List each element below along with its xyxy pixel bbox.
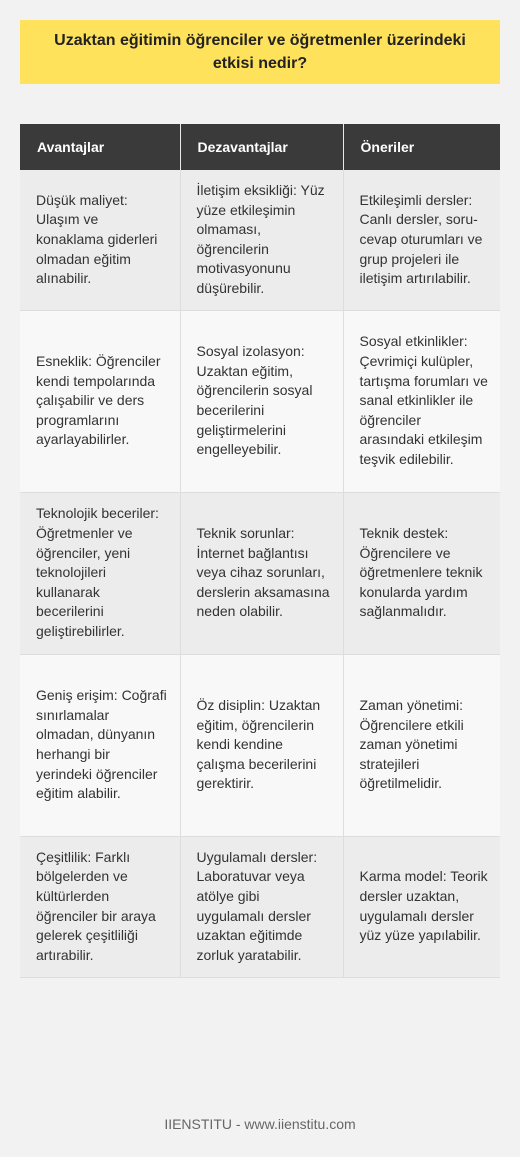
table-row [20,170,500,310]
advantage-cell: Çeşitlilik: Farklı bölgelerden ve kültürlerden öğrenciler bir araya gelerek çeşitliliği artırabilir. [20,836,180,977]
disadvantage-cell: Sosyal izolasyon: Uzaktan eğitim, öğrencilerin sosyal becerilerini geliştirmelerini engelleyebilir. [180,310,343,492]
disadvantage-cell: İletişim eksikliği: Yüz yüze etkileşimin olmaması, öğrencilerin motivasyonunu düşürebilir. [180,170,343,310]
comparison-table [20,124,500,978]
advantage-cell: Teknolojik beceriler: Öğretmenler ve öğrenciler, yeni teknolojileri kullanarak becerilerini geliştirebilirler. [20,492,180,654]
suggestion-cell: Teknik destek: Öğrencilere ve öğretmenlere teknik konularda yardım sağlanmalıdır. [343,492,500,654]
table-row [20,654,500,836]
table-row [20,836,500,977]
page-title: Uzaktan eğitimin öğrenciler ve öğretmenler üzerindeki etkisi nedir? [54,32,466,72]
suggestion-cell: Zaman yönetimi: Öğrencilere etkili zaman yönetimi stratejileri öğretilmelidir. [343,654,500,836]
advantage-cell: Düşük maliyet: Ulaşım ve konaklama giderleri olmadan eğitim alınabilir. [20,170,180,310]
footer-credit: IIENSTITU - www.iienstitu.com [164,1116,356,1132]
table-header-row [20,124,500,170]
disadvantage-cell: Uygulamalı dersler: Laboratuvar veya atölye gibi uygulamalı dersler uzaktan eğitimde zorluk yaratabilir. [180,836,343,977]
disadvantage-cell: Teknik sorunlar: İnternet bağlantısı veya cihaz sorunları, derslerin aksamasına neden olabilir. [180,492,343,654]
advantage-cell: Geniş erişim: Coğrafi sınırlamalar olmadan, dünyanın herhangi bir yerindeki öğrenciler eğitim alabilir. [20,654,180,836]
advantage-cell: Esneklik: Öğrenciler kendi tempolarında çalışabilir ve ders programlarını ayarlayabilirler. [20,310,180,492]
disadvantage-cell: Öz disiplin: Uzaktan eğitim, öğrencilerin kendi kendine çalışma becerilerini gerektirir. [180,654,343,836]
suggestion-cell: Sosyal etkinlikler: Çevrimiçi kulüpler, tartışma forumları ve sanal etkinlikler ile öğrenciler arasındaki etkileşim teşvik edilebilir. [343,310,500,492]
suggestion-cell: Karma model: Teorik dersler uzaktan, uygulamalı dersler yüz yüze yapılabilir. [343,836,500,977]
table-row [20,310,500,492]
header-advantages: Avantajlar [20,124,180,170]
header-suggestions: Öneriler [343,124,500,170]
title-banner [20,20,500,84]
table-row [20,492,500,654]
header-disadvantages: Dezavantajlar [180,124,343,170]
suggestion-cell: Etkileşimli dersler: Canlı dersler, soru-cevap oturumları ve grup projeleri ile iletişim artırılabilir. [343,170,500,310]
